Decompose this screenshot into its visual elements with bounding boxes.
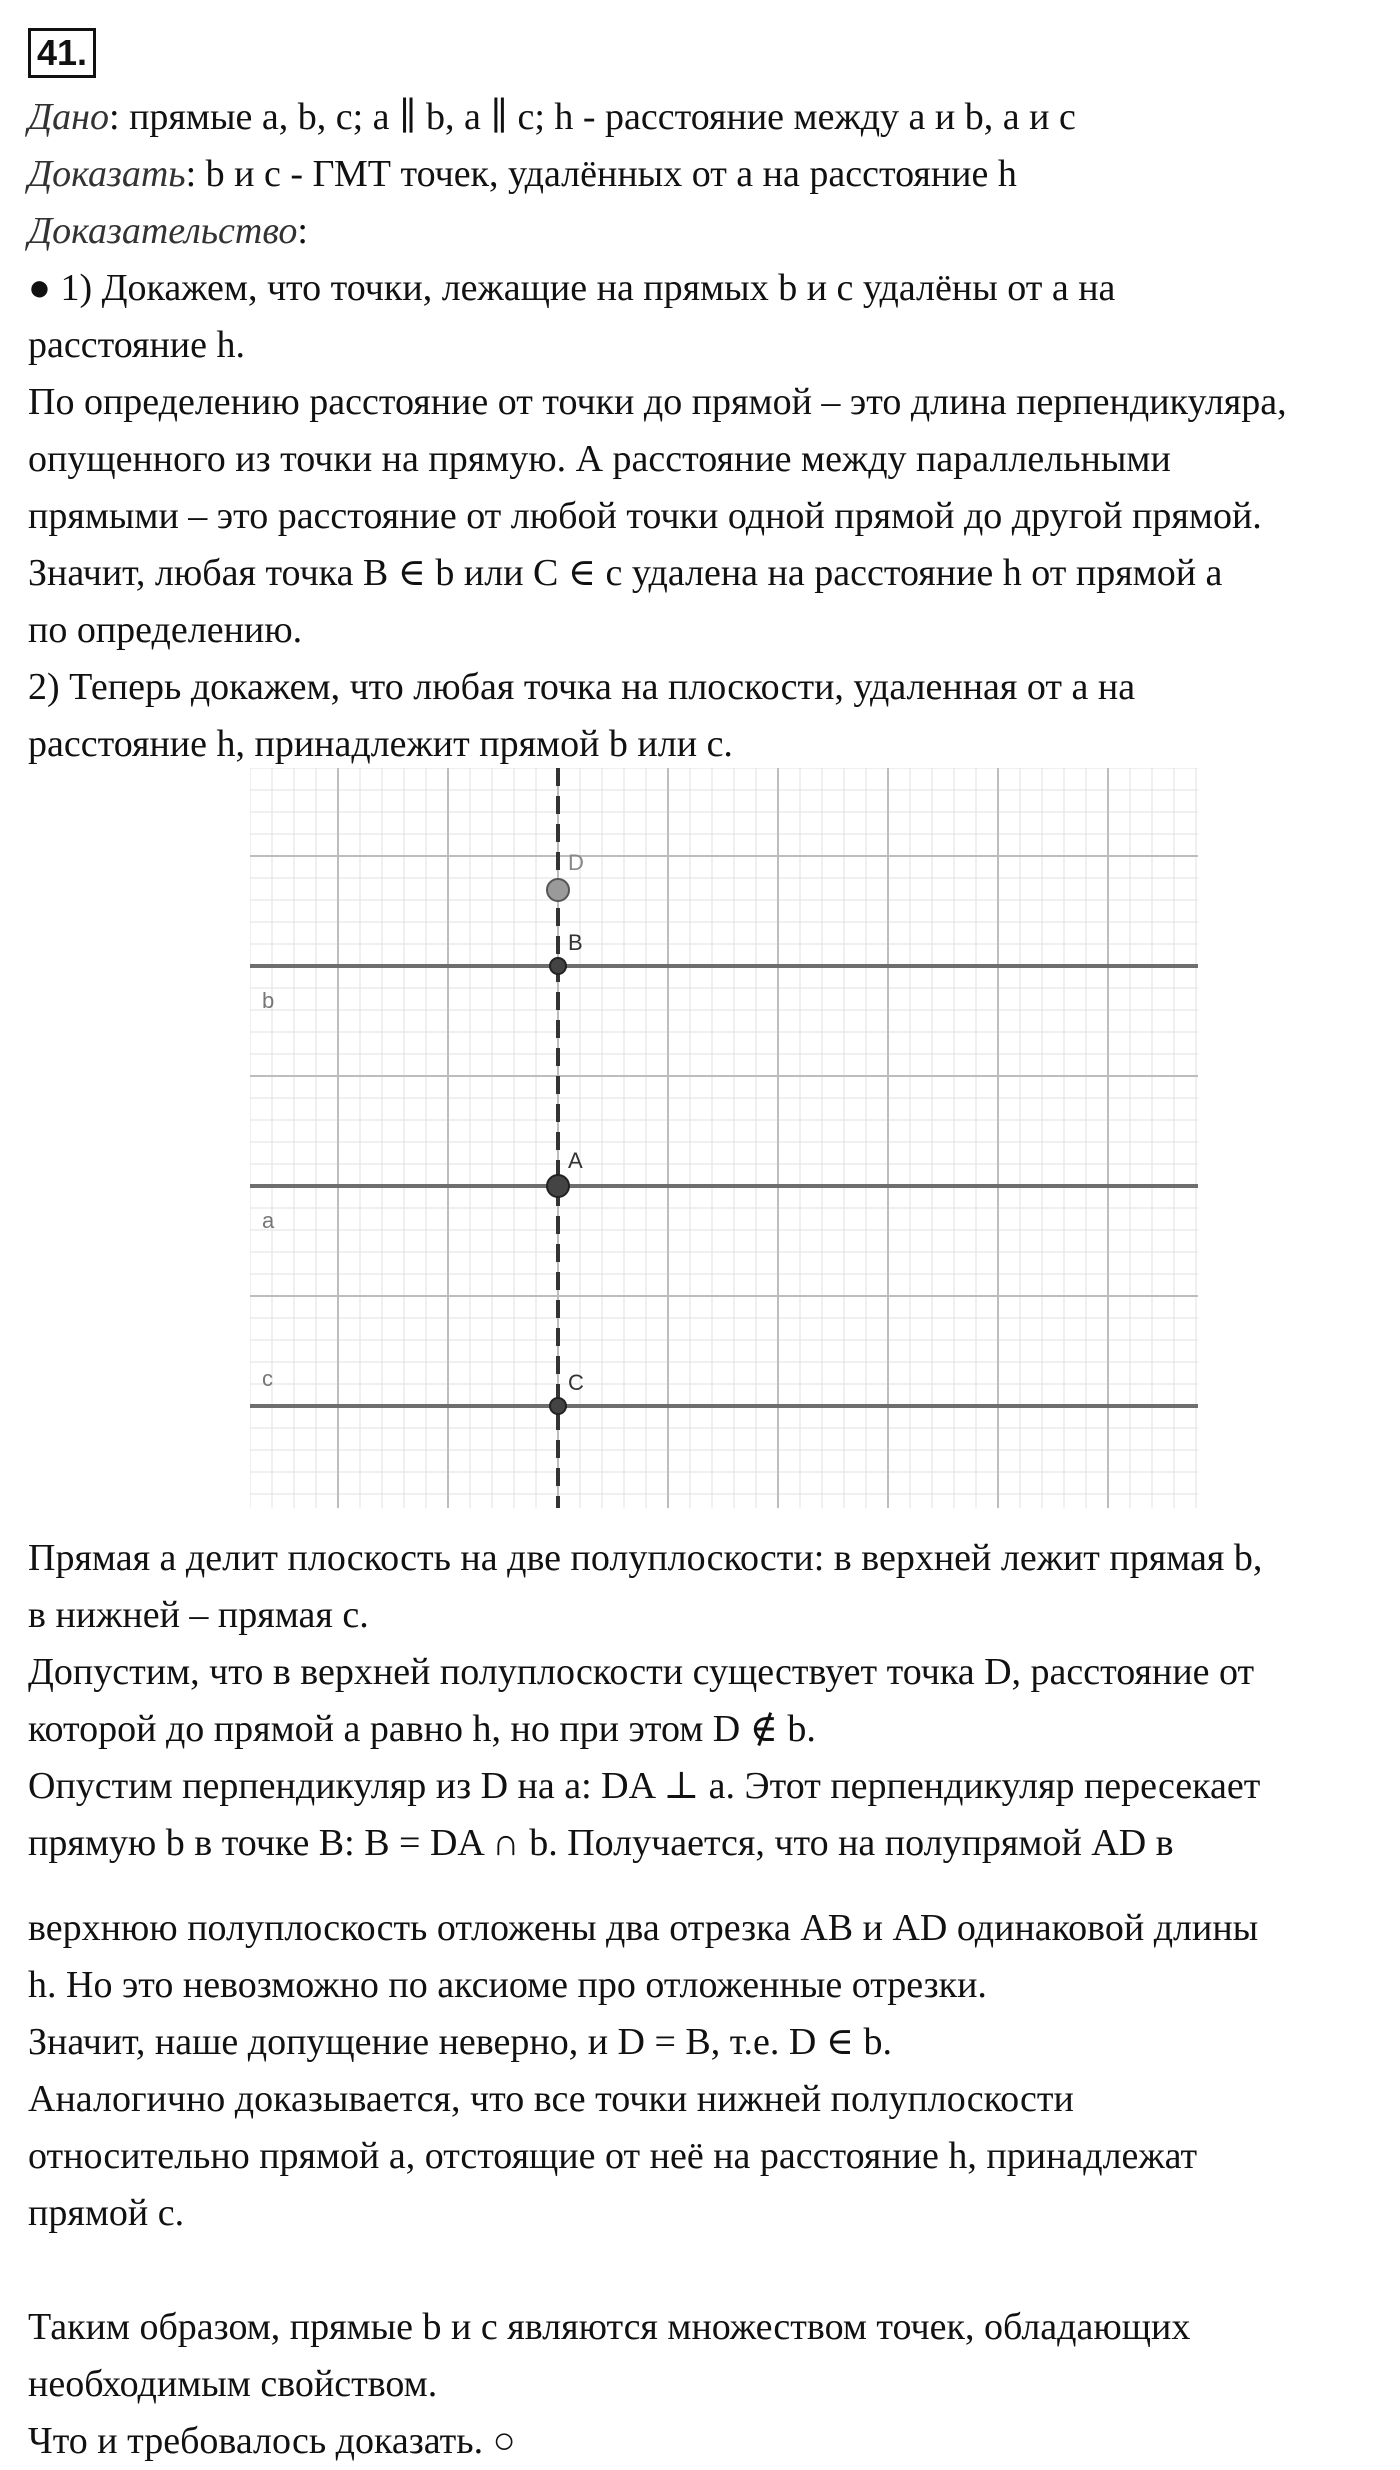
paragraph-line: прямыми – это расстояние от любой точки одной прямой до другой прямой. bbox=[28, 495, 1262, 537]
grid-minor bbox=[250, 768, 1198, 1508]
paragraph-line: необходимым свойством. bbox=[28, 2363, 438, 2405]
paragraph-line: Аналогично доказывается, что все точки нижней полуплоскости bbox=[28, 2078, 1074, 2120]
point-c bbox=[550, 1398, 566, 1414]
point-b-label: B bbox=[568, 930, 583, 955]
grid-major bbox=[250, 768, 1198, 1508]
geometry-figure bbox=[250, 768, 1198, 1508]
line-a-label: a bbox=[262, 1208, 275, 1233]
point-d-label: D bbox=[568, 850, 584, 875]
given-line bbox=[28, 89, 1076, 146]
line-c-label: c bbox=[262, 1366, 273, 1391]
point-d bbox=[547, 879, 569, 901]
prove-text: : b и c - ГМТ точек, удалённых от a на расстояние h bbox=[185, 153, 1017, 195]
point-b bbox=[550, 958, 566, 974]
paragraph-line: относительно прямой a, отстоящие от неё на расстояние h, принадлежат bbox=[28, 2135, 1198, 2177]
paragraph-line: Значит, любая точка B ∈ b или C ∈ c удалена на расстояние h от прямой a bbox=[28, 552, 1223, 594]
paragraph-line: прямой c. bbox=[28, 2192, 185, 2234]
paragraph-line: по определению. bbox=[28, 609, 303, 651]
proof-line bbox=[28, 203, 308, 260]
problem-number: 41. bbox=[28, 28, 96, 78]
figure-canvas bbox=[250, 768, 1198, 1508]
point-a bbox=[547, 1175, 569, 1197]
proof-label: Доказательство bbox=[28, 210, 298, 252]
paragraph-line: расстояние h, принадлежит прямой b или c. bbox=[28, 723, 733, 765]
paragraph-line: 2) Теперь докажем, что любая точка на плоскости, удаленная от a на bbox=[28, 666, 1136, 708]
given-label: Дано bbox=[28, 96, 110, 138]
line-b-label: b bbox=[262, 988, 275, 1013]
paragraph-line: ● 1) Докажем, что точки, лежащие на прямых b и c удалёны от a на bbox=[28, 267, 1116, 309]
prove-label: Доказать bbox=[28, 153, 186, 195]
point-a-label: A bbox=[568, 1148, 583, 1173]
paragraph-line: Таким образом, прямые b и c являются множеством точек, обладающих bbox=[28, 2306, 1191, 2348]
paragraph-line: прямую b в точке B: B = DA ∩ b. Получается, что на полупрямой AD в bbox=[28, 1822, 1174, 1864]
prove-line bbox=[28, 146, 1017, 203]
paragraph-line: которой до прямой a равно h, но при этом D ∉ b. bbox=[28, 1708, 816, 1750]
paragraph-line: верхнюю полуплоскость отложены два отрезка AB и AD одинаковой длины bbox=[28, 1907, 1259, 1949]
proof-colon: : bbox=[297, 210, 308, 252]
paragraph-line: Что и требовалось доказать. ○ bbox=[28, 2420, 516, 2462]
paragraph-line: Опустим перпендикуляр из D на a: DA ⊥ a. Этот перпендикуляр пересекает bbox=[28, 1765, 1261, 1807]
paragraph-line: Значит, наше допущение неверно, и D = B, т.е. D ∈ b. bbox=[28, 2021, 892, 2063]
paragraph-line: Прямая a делит плоскость на две полуплоскости: в верхней лежит прямая b, bbox=[28, 1537, 1263, 1579]
paragraph-line: h. Но это невозможно по аксиоме про отложенные отрезки. bbox=[28, 1964, 987, 2006]
paragraph-line: По определению расстояние от точки до прямой – это длина перпендикуляра, bbox=[28, 381, 1287, 423]
given-text: : прямые a, b, c; a ∥ b, a ∥ c; h - расстояние между a и b, a и c bbox=[109, 96, 1076, 138]
paragraph-line: Допустим, что в верхней полуплоскости существует точка D, расстояние от bbox=[28, 1651, 1255, 1693]
point-c-label: C bbox=[568, 1370, 584, 1395]
paragraph-line: расстояние h. bbox=[28, 324, 245, 366]
paragraph-line: в нижней – прямая c. bbox=[28, 1594, 369, 1636]
paragraph-line: опущенного из точки на прямую. А расстояние между параллельными bbox=[28, 438, 1171, 480]
